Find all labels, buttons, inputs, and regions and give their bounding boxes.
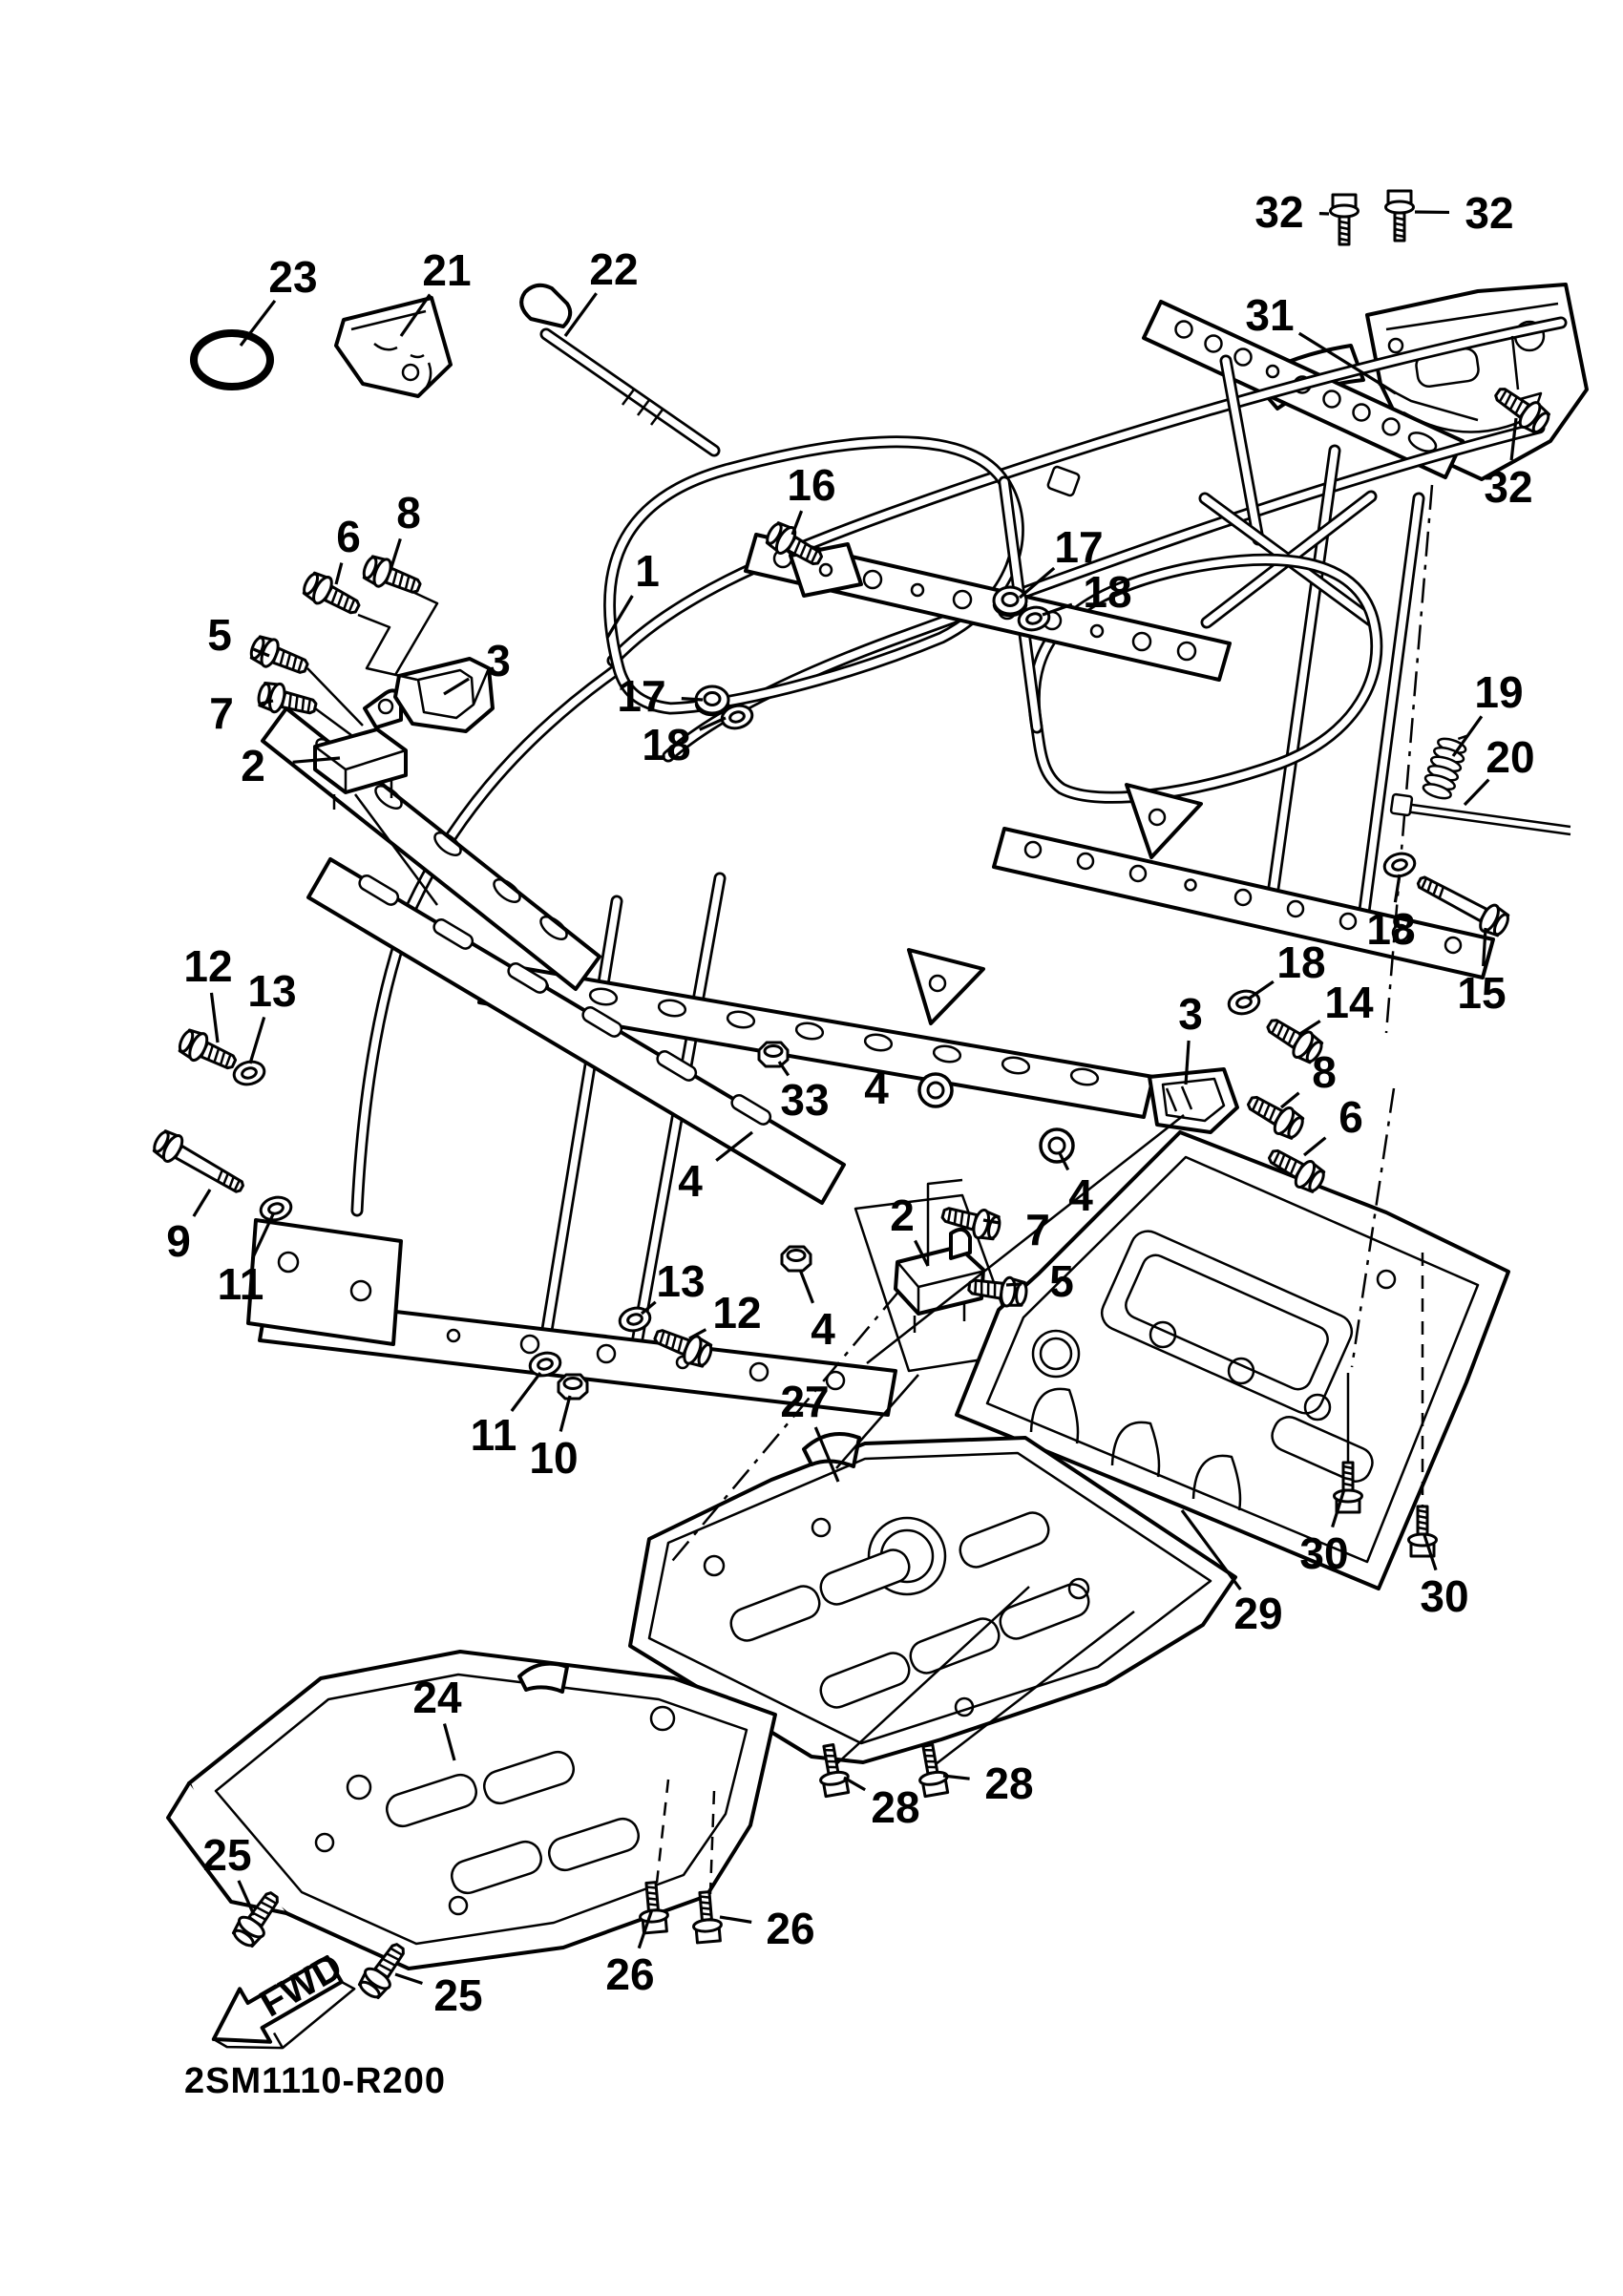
- callout-label-32-6: 32: [1484, 462, 1533, 512]
- callout-label-21-1: 21: [422, 245, 472, 295]
- callout-label-28-48: 28: [871, 1782, 920, 1832]
- callout-label-23-0: 23: [268, 252, 318, 302]
- callout-leader-9-30: [194, 1190, 210, 1216]
- callout-label-33-32: 33: [780, 1075, 830, 1125]
- callout-label-20-20: 20: [1486, 732, 1535, 782]
- callout-label-8-9: 8: [396, 488, 421, 537]
- callout-label-15-22: 15: [1457, 968, 1507, 1018]
- callout-label-31-5: 31: [1245, 290, 1295, 340]
- callout-label-4-35: 4: [1068, 1170, 1093, 1220]
- callout-label-16-7: 16: [787, 460, 836, 510]
- callout-label-18-16: 18: [1083, 567, 1132, 617]
- callout-label-22-2: 22: [589, 244, 639, 294]
- callout-leader-10-43: [560, 1396, 570, 1431]
- callout-label-28-49: 28: [984, 1759, 1034, 1808]
- callout-label-19-19: 19: [1474, 667, 1524, 717]
- callout-label-4-39: 4: [811, 1304, 835, 1354]
- fwd-label: FWD: [252, 1945, 349, 2026]
- callout-leader-13-29: [250, 1017, 264, 1064]
- callout-label-12-41: 12: [712, 1288, 762, 1338]
- callout-label-17-15: 17: [1054, 522, 1104, 572]
- callout-leader-6-27: [1304, 1138, 1325, 1155]
- frame-line-art: [150, 191, 1587, 2101]
- callout-label-4-33: 4: [864, 1064, 889, 1113]
- callout-leader-18-21: [1395, 874, 1400, 902]
- callout-label-27-44: 27: [780, 1377, 830, 1426]
- callout-leader-20-20: [1465, 780, 1488, 805]
- callout-label-25-52: 25: [433, 1970, 483, 2020]
- callout-leader-11-42: [512, 1373, 540, 1411]
- callout-leader-19-19: [1453, 716, 1482, 756]
- callout-label-3-12: 3: [486, 636, 511, 685]
- callout-label-11-42: 11: [470, 1410, 517, 1460]
- callout-label-18-18: 18: [642, 720, 691, 769]
- tool-part: [521, 285, 714, 451]
- callout-label-32-3: 32: [1254, 187, 1304, 237]
- callout-label-6-27: 6: [1338, 1092, 1363, 1142]
- callout-leader-8-9: [391, 538, 400, 567]
- callout-leader-26-54: [720, 1917, 751, 1922]
- callout-label-17-17: 17: [617, 671, 666, 721]
- callout-leader-25-52: [395, 1974, 422, 1983]
- callout-label-12-28: 12: [183, 941, 233, 991]
- callout-leader-6-8: [336, 563, 342, 584]
- callout-label-8-26: 8: [1312, 1047, 1337, 1097]
- callout-label-26-54: 26: [766, 1904, 815, 1953]
- callout-label-5-10: 5: [207, 610, 232, 660]
- callout-label-5-38: 5: [1049, 1256, 1074, 1306]
- callout-leader-18-23: [1249, 981, 1274, 999]
- callout-label-13-40: 13: [656, 1256, 706, 1306]
- callout-label-24-50: 24: [412, 1673, 462, 1722]
- callout-label-30-46: 30: [1299, 1528, 1349, 1578]
- grease-sachet-part: [336, 298, 451, 396]
- diagram-code: 2SM1110-R200: [184, 2061, 446, 2101]
- callout-leader-17-17: [682, 699, 703, 700]
- callout-leader-8-26: [1281, 1093, 1299, 1107]
- callout-label-7-11: 7: [209, 688, 234, 738]
- o-ring-part: [194, 333, 270, 387]
- callout-label-7-37: 7: [1025, 1205, 1050, 1254]
- callout-leader-12-28: [211, 993, 218, 1043]
- callout-label-18-21: 18: [1366, 904, 1416, 954]
- callout-leader-4-39: [800, 1270, 813, 1303]
- callout-label-32-4: 32: [1465, 188, 1514, 238]
- callout-label-11-31: 11: [217, 1259, 264, 1309]
- callout-label-18-23: 18: [1276, 937, 1326, 987]
- callout-label-2-13: 2: [241, 741, 265, 790]
- callout-label-6-8: 6: [336, 512, 361, 561]
- callout-leader-5-38: [1006, 1284, 1022, 1285]
- callout-label-3-25: 3: [1178, 989, 1203, 1039]
- callout-label-4-34: 4: [678, 1156, 703, 1206]
- callout-label-29-45: 29: [1233, 1589, 1283, 1638]
- callout-leader-16-7: [792, 511, 802, 535]
- fwd-arrow: [199, 1939, 362, 2075]
- callout-label-13-29: 13: [247, 966, 297, 1016]
- callout-label-2-36: 2: [890, 1190, 915, 1240]
- callout-label-26-53: 26: [605, 1949, 655, 1999]
- callout-label-9-30: 9: [166, 1216, 191, 1266]
- callout-label-25-51: 25: [202, 1830, 252, 1880]
- callout-label-10-43: 10: [529, 1433, 579, 1483]
- callout-label-14-24: 14: [1324, 978, 1374, 1027]
- callout-label-30-47: 30: [1420, 1571, 1469, 1621]
- callout-label-1-14: 1: [635, 546, 660, 596]
